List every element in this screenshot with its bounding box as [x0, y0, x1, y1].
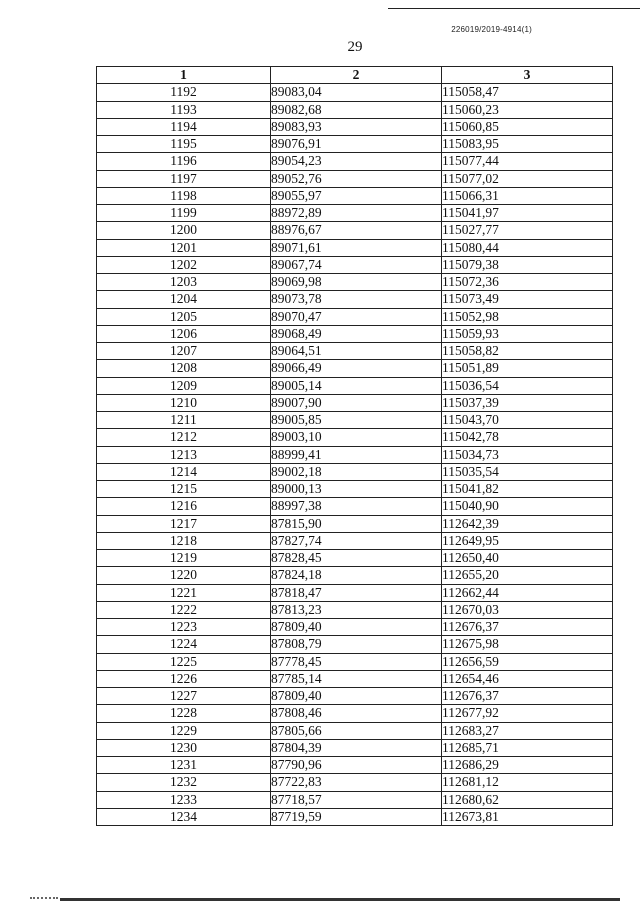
coordinate-y-cell: 112676,37: [442, 619, 613, 636]
point-number-cell: 1196: [97, 153, 271, 170]
coordinate-y-cell: 115058,82: [442, 343, 613, 360]
coordinate-x-cell: 87718,57: [271, 791, 442, 808]
coordinate-x-cell: 89076,91: [271, 136, 442, 153]
coordinate-y-cell: 115072,36: [442, 274, 613, 291]
coordinate-x-cell: 89070,47: [271, 308, 442, 325]
coordinate-x-cell: 89068,49: [271, 325, 442, 342]
point-number-cell: 1199: [97, 205, 271, 222]
point-number-cell: 1221: [97, 584, 271, 601]
column-header-3: 3: [442, 67, 613, 84]
point-number-cell: 1200: [97, 222, 271, 239]
coordinate-x-cell: 87827,74: [271, 532, 442, 549]
point-number-cell: 1222: [97, 601, 271, 618]
point-number-cell: 1230: [97, 739, 271, 756]
bottom-dotted-line: [30, 897, 58, 901]
table-row: [97, 308, 613, 325]
coordinate-y-cell: 112656,59: [442, 653, 613, 670]
point-number-cell: 1194: [97, 118, 271, 135]
coordinate-y-cell: 115060,23: [442, 101, 613, 118]
coordinate-x-cell: 87808,79: [271, 636, 442, 653]
coordinate-y-cell: 115077,02: [442, 170, 613, 187]
point-number-cell: 1225: [97, 653, 271, 670]
table-row: [97, 774, 613, 791]
table-row: [97, 412, 613, 429]
coordinate-y-cell: 115080,44: [442, 239, 613, 256]
coordinate-y-cell: 115077,44: [442, 153, 613, 170]
table-row: [97, 429, 613, 446]
table-row: [97, 394, 613, 411]
coordinate-y-cell: 112683,27: [442, 722, 613, 739]
table-row: [97, 463, 613, 480]
coordinate-x-cell: 88972,89: [271, 205, 442, 222]
coordinate-x-cell: 89066,49: [271, 360, 442, 377]
coordinate-y-cell: 115079,38: [442, 256, 613, 273]
coordinate-x-cell: 89064,51: [271, 343, 442, 360]
table-row: [97, 532, 613, 549]
coordinate-y-cell: 112642,39: [442, 515, 613, 532]
coordinate-x-cell: 89083,93: [271, 118, 442, 135]
table-row: [97, 360, 613, 377]
coordinate-x-cell: 87815,90: [271, 515, 442, 532]
coordinate-y-cell: 115073,49: [442, 291, 613, 308]
coordinate-y-cell: 115083,95: [442, 136, 613, 153]
table-row: [97, 619, 613, 636]
coordinate-y-cell: 115037,39: [442, 394, 613, 411]
coordinate-y-cell: 115051,89: [442, 360, 613, 377]
coordinate-x-cell: 89082,68: [271, 101, 442, 118]
coordinate-y-cell: 115034,73: [442, 446, 613, 463]
coordinate-y-cell: 112681,12: [442, 774, 613, 791]
table-row: [97, 601, 613, 618]
point-number-cell: 1231: [97, 757, 271, 774]
coordinate-x-cell: 89003,10: [271, 429, 442, 446]
point-number-cell: 1201: [97, 239, 271, 256]
coordinate-x-cell: 87804,39: [271, 739, 442, 756]
table-row: [97, 481, 613, 498]
table-row: [97, 791, 613, 808]
point-number-cell: 1218: [97, 532, 271, 549]
coordinate-x-cell: 88997,38: [271, 498, 442, 515]
document-reference: 226019/2019-4914(1): [451, 25, 532, 34]
table-row: [97, 446, 613, 463]
coordinate-y-cell: 115043,70: [442, 412, 613, 429]
table-row: [97, 688, 613, 705]
point-number-cell: 1206: [97, 325, 271, 342]
coordinate-x-cell: 87809,40: [271, 688, 442, 705]
coordinate-x-cell: 87790,96: [271, 757, 442, 774]
column-header-2: 2: [271, 67, 442, 84]
coordinate-y-cell: 112686,29: [442, 757, 613, 774]
coordinate-y-cell: 115060,85: [442, 118, 613, 135]
coordinate-x-cell: 88999,41: [271, 446, 442, 463]
table-row: [97, 515, 613, 532]
coordinate-y-cell: 115040,90: [442, 498, 613, 515]
coordinates-table: [96, 66, 613, 826]
point-number-cell: 1234: [97, 808, 271, 825]
header-row: [97, 67, 613, 84]
coordinate-x-cell: 89007,90: [271, 394, 442, 411]
table-row: [97, 274, 613, 291]
point-number-cell: 1227: [97, 688, 271, 705]
table-row: [97, 705, 613, 722]
point-number-cell: 1192: [97, 84, 271, 101]
coordinate-y-cell: 115035,54: [442, 463, 613, 480]
point-number-cell: 1207: [97, 343, 271, 360]
point-number-cell: 1226: [97, 670, 271, 687]
coordinate-x-cell: 89054,23: [271, 153, 442, 170]
bottom-rule: [60, 898, 620, 901]
coordinate-y-cell: 112655,20: [442, 567, 613, 584]
coordinate-x-cell: 87813,23: [271, 601, 442, 618]
coordinate-y-cell: 112685,71: [442, 739, 613, 756]
table-row: [97, 291, 613, 308]
coordinate-y-cell: 115041,82: [442, 481, 613, 498]
point-number-cell: 1219: [97, 550, 271, 567]
table-row: [97, 567, 613, 584]
coordinate-y-cell: 115041,97: [442, 205, 613, 222]
table-header: [97, 67, 613, 84]
top-rule: [388, 8, 640, 9]
table-row: [97, 722, 613, 739]
point-number-cell: 1232: [97, 774, 271, 791]
table-row: [97, 84, 613, 101]
table-row: [97, 101, 613, 118]
coordinate-x-cell: 89005,85: [271, 412, 442, 429]
table-row: [97, 187, 613, 204]
coordinate-x-cell: 89073,78: [271, 291, 442, 308]
coordinate-y-cell: 112662,44: [442, 584, 613, 601]
point-number-cell: 1193: [97, 101, 271, 118]
point-number-cell: 1216: [97, 498, 271, 515]
point-number-cell: 1217: [97, 515, 271, 532]
coordinate-x-cell: 87778,45: [271, 653, 442, 670]
table-row: [97, 343, 613, 360]
point-number-cell: 1213: [97, 446, 271, 463]
coordinate-x-cell: 87805,66: [271, 722, 442, 739]
table-row: [97, 325, 613, 342]
coordinate-y-cell: 112675,98: [442, 636, 613, 653]
column-header-1: 1: [97, 67, 271, 84]
coordinate-x-cell: 89067,74: [271, 256, 442, 273]
coordinate-y-cell: 112677,92: [442, 705, 613, 722]
coordinate-x-cell: 87722,83: [271, 774, 442, 791]
point-number-cell: 1209: [97, 377, 271, 394]
coordinate-x-cell: 89000,13: [271, 481, 442, 498]
coordinate-x-cell: 87785,14: [271, 670, 442, 687]
point-number-cell: 1208: [97, 360, 271, 377]
coordinate-y-cell: 115027,77: [442, 222, 613, 239]
point-number-cell: 1229: [97, 722, 271, 739]
point-number-cell: 1220: [97, 567, 271, 584]
coordinate-x-cell: 87808,46: [271, 705, 442, 722]
table-row: [97, 153, 613, 170]
coordinate-x-cell: 89083,04: [271, 84, 442, 101]
coordinate-y-cell: 112680,62: [442, 791, 613, 808]
coordinate-x-cell: 89002,18: [271, 463, 442, 480]
coordinate-x-cell: 87824,18: [271, 567, 442, 584]
table-row: [97, 757, 613, 774]
coordinate-x-cell: 87719,59: [271, 808, 442, 825]
point-number-cell: 1197: [97, 170, 271, 187]
point-number-cell: 1212: [97, 429, 271, 446]
table-row: [97, 739, 613, 756]
point-number-cell: 1224: [97, 636, 271, 653]
coordinate-x-cell: 87809,40: [271, 619, 442, 636]
point-number-cell: 1202: [97, 256, 271, 273]
coordinate-x-cell: 87828,45: [271, 550, 442, 567]
coordinate-y-cell: 112673,81: [442, 808, 613, 825]
coordinate-x-cell: 87818,47: [271, 584, 442, 601]
point-number-cell: 1233: [97, 791, 271, 808]
coordinate-y-cell: 115059,93: [442, 325, 613, 342]
table-row: [97, 170, 613, 187]
table-row: [97, 584, 613, 601]
point-number-cell: 1214: [97, 463, 271, 480]
coordinate-x-cell: 89071,61: [271, 239, 442, 256]
table-row: [97, 222, 613, 239]
point-number-cell: 1203: [97, 274, 271, 291]
coordinate-y-cell: 115066,31: [442, 187, 613, 204]
coordinate-y-cell: 115058,47: [442, 84, 613, 101]
point-number-cell: 1198: [97, 187, 271, 204]
coordinate-y-cell: 112649,95: [442, 532, 613, 549]
coordinate-x-cell: 88976,67: [271, 222, 442, 239]
table-row: [97, 205, 613, 222]
coordinate-x-cell: 89055,97: [271, 187, 442, 204]
table-row: [97, 239, 613, 256]
table-row: [97, 808, 613, 825]
point-number-cell: 1195: [97, 136, 271, 153]
coordinate-y-cell: 115036,54: [442, 377, 613, 394]
coordinate-x-cell: 89069,98: [271, 274, 442, 291]
coordinate-x-cell: 89052,76: [271, 170, 442, 187]
point-number-cell: 1228: [97, 705, 271, 722]
point-number-cell: 1223: [97, 619, 271, 636]
table-row: [97, 256, 613, 273]
table-row: [97, 118, 613, 135]
coordinate-x-cell: 89005,14: [271, 377, 442, 394]
coordinate-y-cell: 112650,40: [442, 550, 613, 567]
coordinate-y-cell: 115052,98: [442, 308, 613, 325]
table-row: [97, 550, 613, 567]
table-row: [97, 636, 613, 653]
table-row: [97, 670, 613, 687]
coordinate-y-cell: 112676,37: [442, 688, 613, 705]
point-number-cell: 1211: [97, 412, 271, 429]
point-number-cell: 1205: [97, 308, 271, 325]
point-number-cell: 1210: [97, 394, 271, 411]
table-row: [97, 136, 613, 153]
table-row: [97, 498, 613, 515]
table-row: [97, 377, 613, 394]
page-number: 29: [347, 39, 363, 55]
point-number-cell: 1215: [97, 481, 271, 498]
table-row: [97, 653, 613, 670]
coordinate-y-cell: 112654,46: [442, 670, 613, 687]
coordinate-y-cell: 112670,03: [442, 601, 613, 618]
coordinate-y-cell: 115042,78: [442, 429, 613, 446]
table-body: [97, 84, 613, 826]
point-number-cell: 1204: [97, 291, 271, 308]
